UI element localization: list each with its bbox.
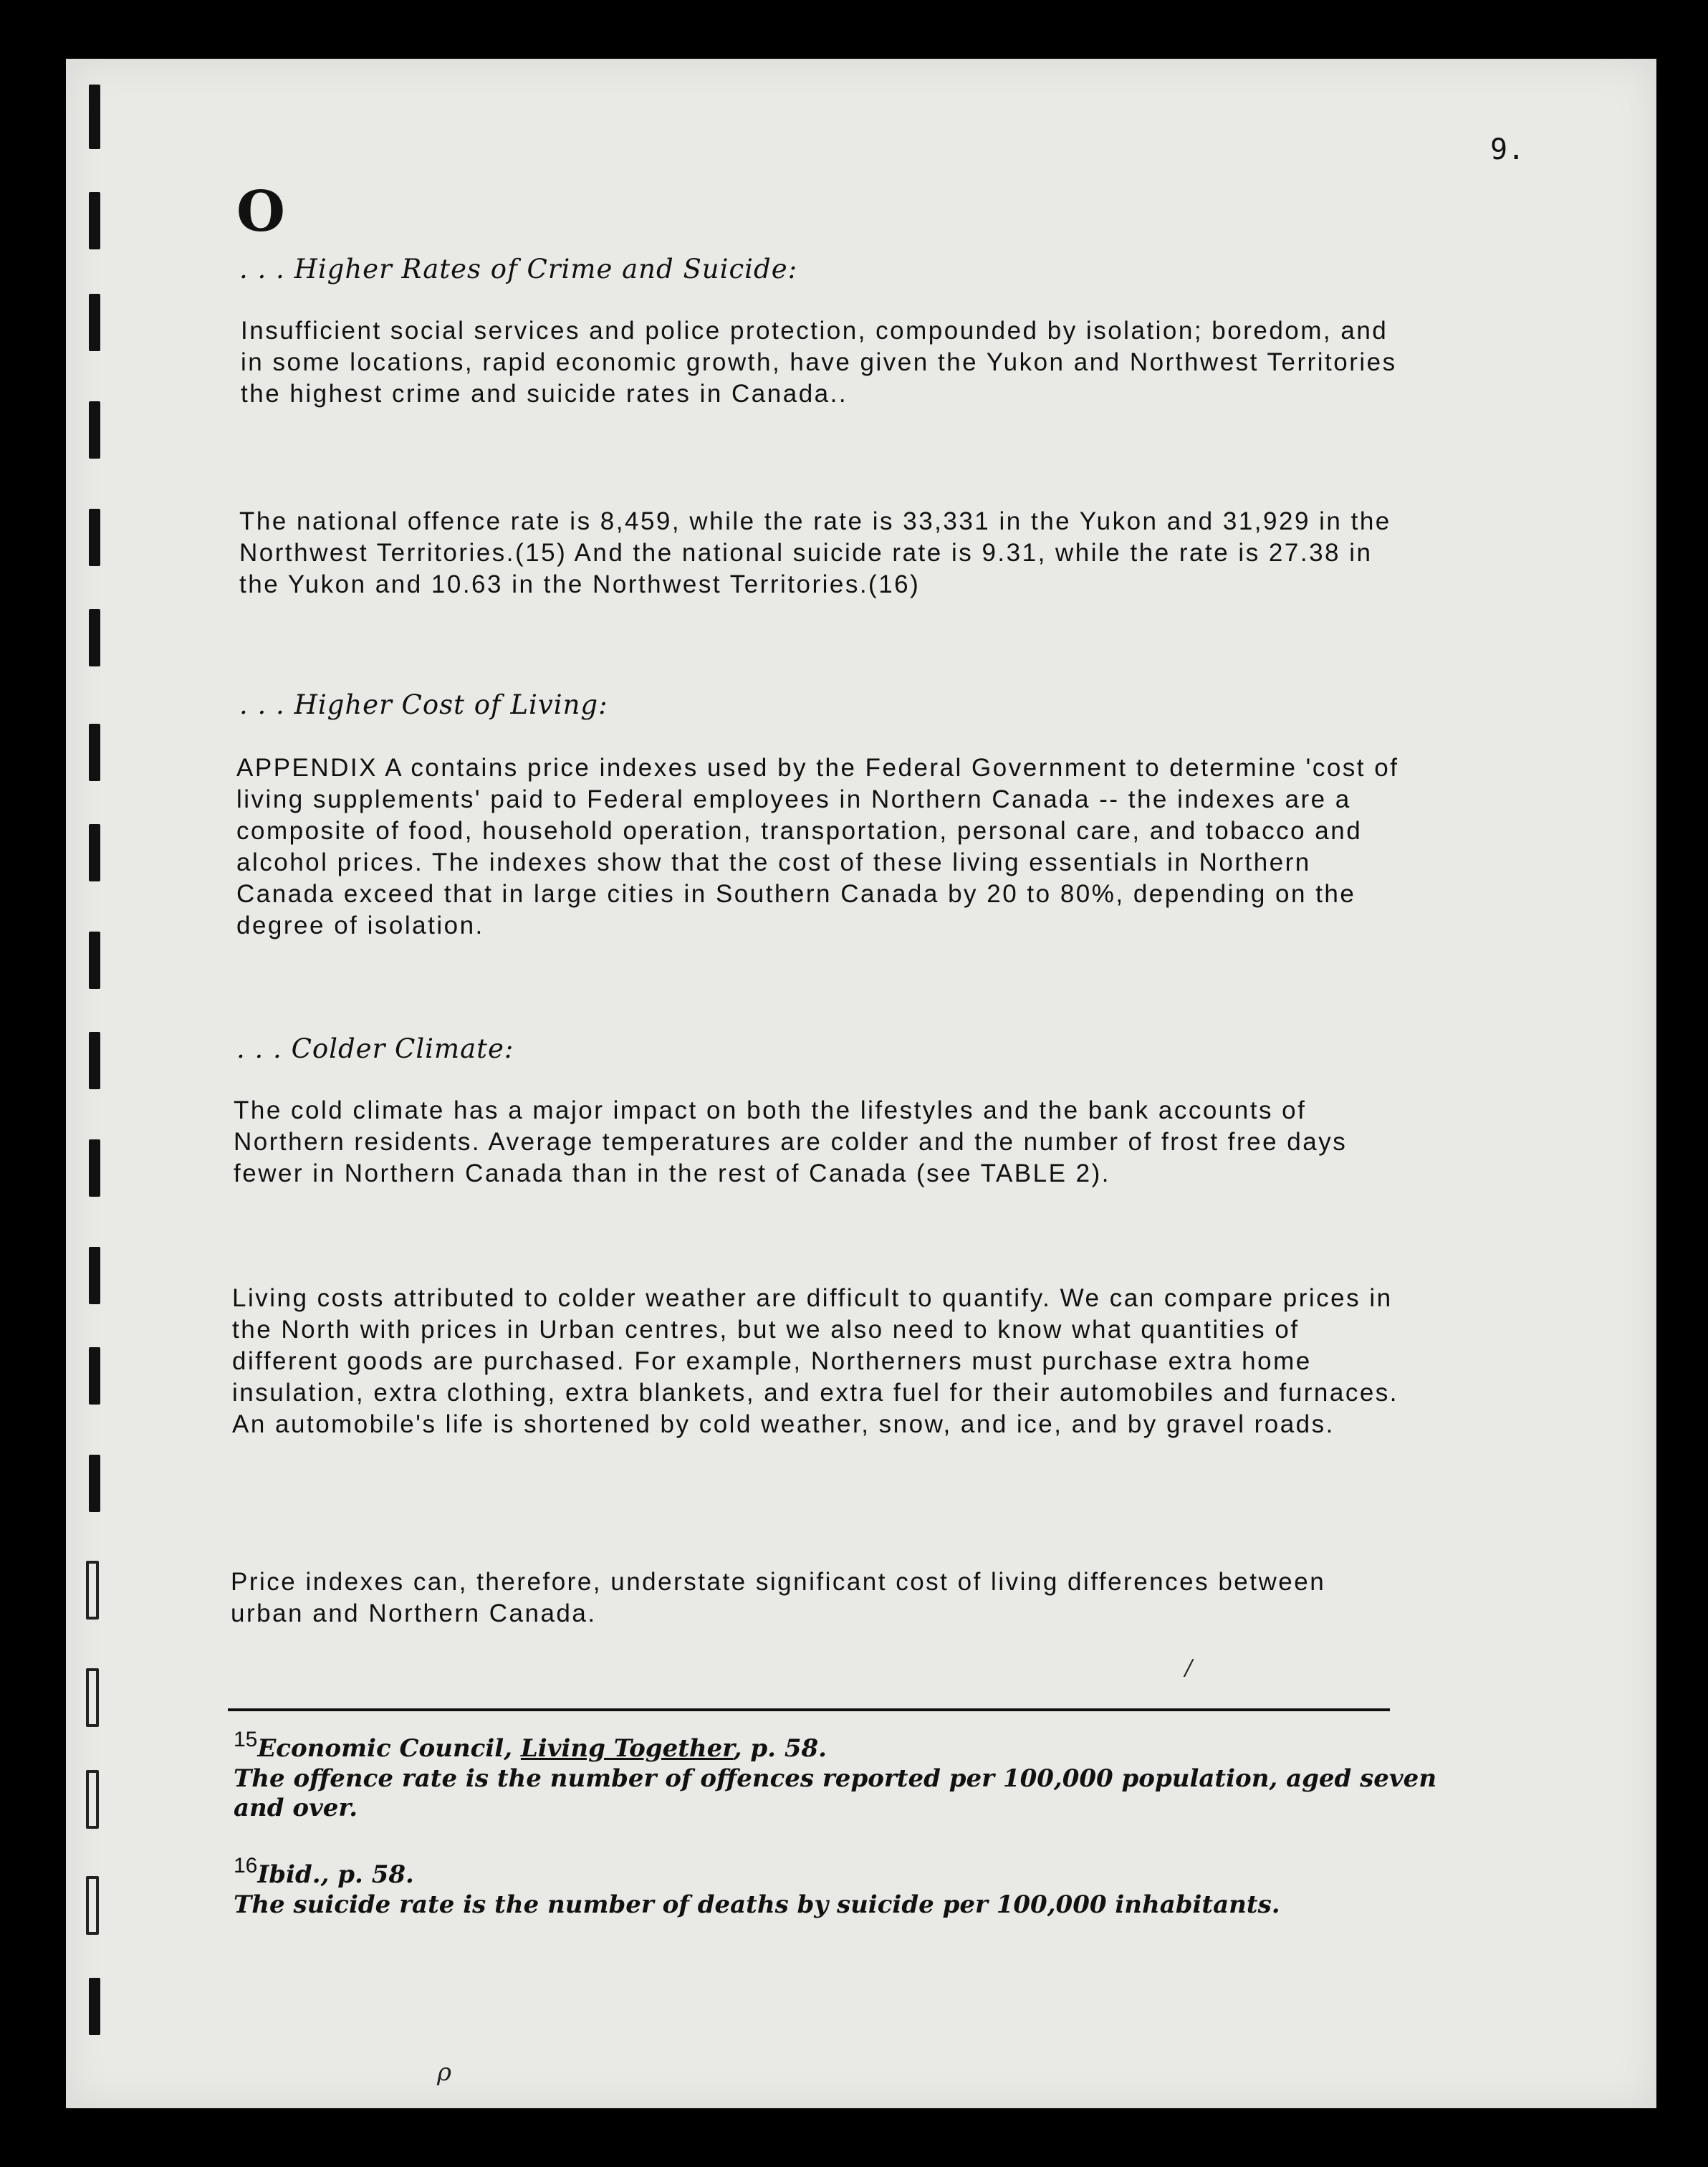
paragraph: The national offence rate is 8,459, while the rate is 33,331 in the Yukon and 31,929 in the Northwest Territories.(15) And the national suicide rate is 9.31, while the rate is 27.38 in the Yukon and 10.63 in the Northwest Territories.(16): [239, 507, 1391, 598]
punch-mark: [89, 401, 100, 459]
paragraph: Living costs attributed to colder weather are difficult to quantify. We can compare prices in the North with prices in Urban centres, but we also need to know what quantities of different goods are purchased. For example, Northerners must purchase extra home insulation, extra clothing, extra blankets, and extra fuel for their automobiles and furnaces. An automobile's life is shortened by cold weather, snow, and ice, and by gravel roads.: [232, 1284, 1399, 1438]
paragraph: The cold climate has a major impact on both the lifestyles and the bank accounts of Northern residents. Average temperatures are colder and the number of frost free days fewer in Northern Canada than in the rest of Canada (see TABLE 2).: [234, 1096, 1348, 1187]
paragraph: APPENDIX A contains price indexes used by the Federal Government to determine 'cost of living supplements' paid to Federal employees in Northern Canada -- the indexes are a composite of food, household operation, transportation, personal care, and tobacco and alcohol prices. The indexes show that the cost of these living essentials in Northern Canada exceed that in large cities in Southern Canada by 20 to 80%, depending on the degree of isolation.: [236, 754, 1399, 939]
footnote-number: 16: [234, 1854, 258, 1877]
punch-mark: [89, 932, 100, 989]
footnote-16: [234, 1854, 1466, 1920]
footnote-note: The offence rate is the number of offences reported per 100,000 population, aged seven and over.: [234, 1764, 1437, 1822]
punch-mark: [89, 1978, 100, 2035]
section-heading-climate: . . . Colder Climate:: [236, 1033, 514, 1064]
punch-mark: [86, 1668, 99, 1727]
footnote-source: , p. 58.: [733, 1734, 827, 1763]
punch-mark: [86, 1876, 99, 1935]
stray-mark: /: [1185, 1655, 1193, 1680]
punch-mark: [86, 1561, 99, 1620]
footnote-rule: [228, 1708, 1390, 1711]
footnote-15: [234, 1728, 1466, 1823]
paragraph: Insufficient social services and police protection, compounded by isolation; boredom, and in some locations, rapid economic growth, have given the Yukon and Northwest Territories the highest crime and suicide rates in Canada..: [241, 317, 1397, 408]
stray-mark: ρ: [437, 2058, 451, 2087]
footnote-source: Economic Council,: [257, 1734, 521, 1763]
section-heading-cost: . . . Higher Cost of Living:: [239, 689, 608, 720]
punch-mark: [89, 1247, 100, 1304]
footnote-source-title: Living Together: [520, 1734, 734, 1763]
punch-mark: [89, 192, 100, 249]
punch-mark: [89, 1139, 100, 1197]
footnote-note: The suicide rate is the number of deaths by suicide per 100,000 inhabitants.: [234, 1890, 1280, 1919]
punch-mark: [89, 85, 100, 149]
punch-mark: [89, 1347, 100, 1405]
section-heading-crime: . . . Higher Rates of Crime and Suicide:: [239, 254, 798, 284]
punch-mark: [89, 1455, 100, 1512]
punch-mark: [89, 1032, 100, 1089]
paragraph: Price indexes can, therefore, understate significant cost of living differences between urban and Northern Canada.: [231, 1568, 1326, 1627]
punch-mark: [86, 1770, 99, 1829]
punch-mark: [89, 609, 100, 666]
punch-mark: [89, 824, 100, 881]
punch-mark: [89, 294, 100, 351]
footnote-source: Ibid., p. 58.: [257, 1860, 414, 1889]
punch-mark: [89, 724, 100, 781]
corner-mark: O: [236, 179, 285, 244]
punch-mark: [89, 509, 100, 566]
footnote-number: 15: [234, 1728, 258, 1751]
page-number: 9.: [1490, 133, 1525, 166]
